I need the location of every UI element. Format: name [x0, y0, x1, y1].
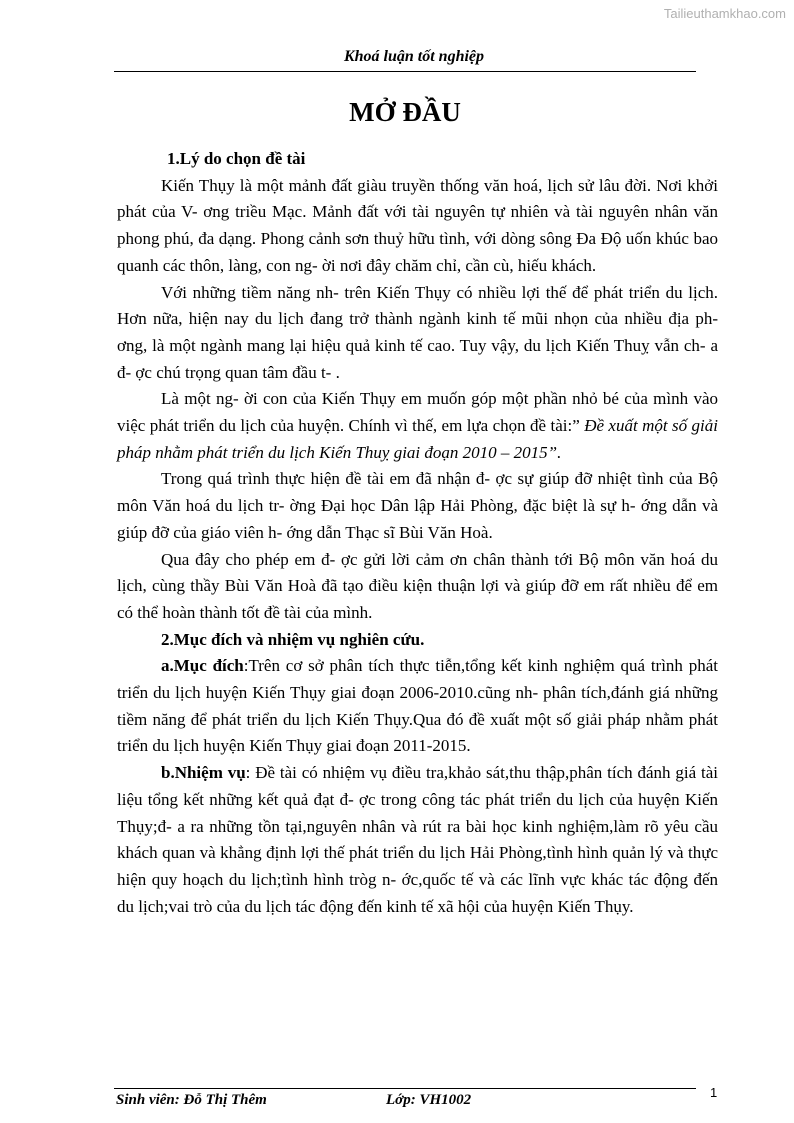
- tasks-paragraph: [117, 760, 718, 920]
- tasks-label: b.Nhiệm vụ: [161, 763, 246, 783]
- body-text: [117, 146, 718, 920]
- purpose-paragraph: [117, 653, 718, 760]
- section-2-heading: 2.Mục đích và nhiệm vụ nghiên cứu.: [161, 629, 425, 649]
- footer-class: Lớp: VH1002: [386, 1092, 472, 1108]
- paragraph-5: Qua đây cho phép em đ- ợc gửi lời cảm ơn chân thành tới Bộ môn văn hoá du lịch, cùng thầy Bùi Văn Hoà đã tạo điều kiện thuận lợi và giúp đỡ em rất nhiều để em có thể hoàn thành tốt đề tài của mình.: [117, 549, 718, 622]
- page-number: 1: [710, 1085, 718, 1100]
- paragraph-1: Kiến Thụy là một mảnh đất giàu truyền thống văn hoá, lịch sử lâu đời. Nơi khởi phát của V- ơng triều Mạc. Mảnh đất với tài nguyên tự nhiên và tài nguyên nhân văn phong phú, đa dạng. Phong cảnh sơn thuỷ hữu tình, với dòng sông Đa Độ uốn khúc bao quanh các thôn, làng, con ng- ời nơi đây chăm chỉ, cần cù, hiếu khách.: [117, 175, 718, 275]
- watermark: Tailieuthamkhao.com: [663, 6, 786, 21]
- tasks-text: : Đề tài có nhiệm vụ điều tra,khảo sát,thu thập,phân tích đánh giá tài liệu tổng kết những kết quả đạt đ- ợc trong công tác phát triển du lịch của huyện Kiến Thụy;đ- a ra những tồn tại,nguyên nhân và rút ra bài học kinh nghiệm,làm rõ yêu cầu khách quan và khẳng định lợi thế phát triển du lịch Hải Phòng,tình hình quản lý và thực hiện quy hoạch du lịch;tình hình tròg n- ớc,quốc tế và các lĩnh vực khác tác động đến du lịch;vai trò của du lịch tác động đến kinh tế xã hội của huyện Kiến Thụy.: [117, 763, 718, 916]
- footer-rule: [114, 1088, 696, 1089]
- page-title: MỞ ĐẦU: [349, 97, 461, 127]
- purpose-text: :Trên cơ sở phân tích thực tiễn,tổng kết kinh nghiệm quá trình phát triển du lịch huyện Kiến Thụy giai đoạn 2006-2010.cũng nh- phân tích,đánh giá những tiềm năng để phát triển du lịch Kiến Thụy.Qua đó đề xuất một số giải pháp nhằm phát triển du lịch huyện Kiến Thụy giai đoạn 2011-2015.: [117, 656, 718, 756]
- paragraph-3-text: Là một ng- ời con của Kiến Thụy em muốn góp một phần nhỏ bé của mình vào việc phát triển du lịch của huyện. Chính vì thế, em lựa chọn đề tài:”: [117, 389, 718, 436]
- running-header: Khoá luận tốt nghiệp: [343, 48, 485, 65]
- purpose-label: a.Mục đích: [161, 656, 244, 676]
- paragraph-2: Với những tiềm năng nh- trên Kiến Thụy có nhiều lợi thế để phát triển du lịch. Hơn nữa, hiện nay du lịch đang trở thành ngành kinh tế mũi nhọn của nhiều địa ph- ơng, là một ngành mang lại hiệu quả kinh tế cao. Tuy vậy, du lịch Kiến Thuỵ vẫn ch- a đ- ợc chú trọng quan tâm đầu t- .: [117, 282, 718, 382]
- section-1-heading: 1.Lý do chọn đề tài: [167, 149, 306, 168]
- header-rule: [114, 71, 696, 72]
- paragraph-4: Trong quá trình thực hiện đề tài em đã nhận đ- ợc sự giúp đỡ nhiệt tình của Bộ môn Văn hoá du lịch tr- ờng Đại học Dân lập Hải Phòng, đặc biệt là sự h- ớng dẫn và giúp đỡ của giáo viên h- ớng dẫn Thạc sĩ Bùi Văn Hoà.: [117, 469, 718, 542]
- paragraph-3: [117, 386, 718, 466]
- footer-student: Sinh viên: Đỗ Thị Thêm: [116, 1092, 267, 1108]
- thesis-topic: Đề xuất một số giải pháp nhằm phát triển du lịch Kiến Thuỵ giai đoạn 2010 – 2015”.: [117, 416, 718, 462]
